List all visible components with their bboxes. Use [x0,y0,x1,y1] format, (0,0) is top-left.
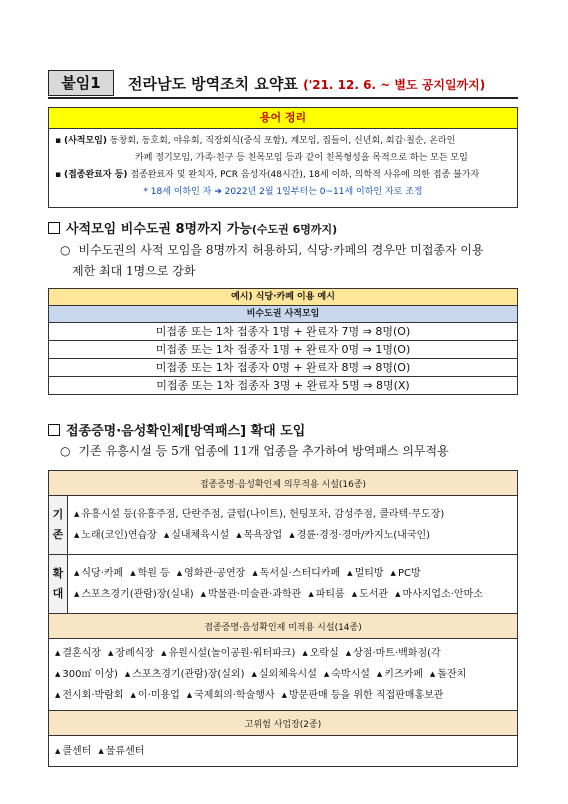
facility-label: 파티룸 [315,589,345,600]
facility-item [74,530,157,541]
triangle-bullet-icon: ▲ [308,590,314,598]
document-title [128,73,485,94]
triangle-bullet-icon: ▲ [376,670,383,678]
triangle-bullet-icon: ▲ [130,691,136,699]
term-bullet: ▪ [55,170,62,180]
facility-label: 방문판매 등을 위한 직접판매홍보관 [289,690,444,701]
facility-label: PC방 [397,568,421,579]
triangle-bullet-icon: ▲ [429,670,436,678]
facility-line [55,643,511,664]
term-private-def-1: 동창회, 동호회, 야유회, 직장회식(중식 포함), 계모임, 집들이, 신년회, 회갑·칠순, 온라인 [109,136,456,146]
facility-label: 학원 등 [137,568,170,579]
facility-item [282,690,444,701]
checkbox-square-icon [48,222,60,234]
facility-item [377,669,423,680]
facility-label: 유원시설(놀이공원·워터파크) [168,648,296,659]
facility-label: 멀티방 [354,568,384,579]
facility-item [201,589,302,600]
triangle-bullet-icon: ▲ [74,531,80,539]
terms-note: * 18세 이하인 자 ➜ 2022년 2월 1일부터는 0~11세 이하인 자로 조정 [143,187,423,197]
terms-box [48,107,518,208]
example-row: 미접종 또는 1차 접종자 1명 + 완료자 7명 ⇒ 8명(O) [49,323,518,341]
facility-item [55,746,91,757]
triangle-bullet-icon: ▲ [176,569,183,577]
checkbox-square-icon [48,424,60,436]
triangle-bullet-icon: ▲ [74,569,80,577]
triangle-bullet-icon: ▲ [98,746,104,755]
applied-facilities-heading: 접종증명·음성확인제 의무적용 시설(16종) [49,471,518,496]
high-risk-heading: 고위험 사업장(2종) [49,711,518,736]
facility-item [74,509,444,520]
term-vacc-row [55,167,511,184]
facility-label: 마사지업소·안마소 [402,589,483,600]
paragraph-line: 기존 유흥시설 등 5개 업종에 11개 업종을 추가하여 방역패스 의무적용 [78,444,449,458]
facility-item [187,690,275,701]
facility-label: 박물관·미술관·과학관 [208,589,302,600]
facility-label: 경륜·경정·경마/카지노(내국인) [296,530,431,541]
facility-label: 상점·마트·백화점(각 [353,648,441,659]
section-vaccine-pass-paragraph [60,441,522,462]
facility-item [125,669,245,680]
facility-item [308,589,344,600]
facility-label: 돌잔치 [437,669,467,680]
section-private-gathering-paragraph [60,240,522,282]
example-table-heading: 예시) 식당·카페 이용 예시 [49,289,518,306]
document-title-main: 전라남도 방역조치 요약표 [128,75,298,93]
facility-label: 유흥시설 등(유흥주점, 단란주점, 클럽(나이트), 헌팅포차, 감성주점, 콜라텍·무도장) [81,509,445,520]
section-vaccine-pass-heading [48,420,305,439]
triangle-bullet-icon: ▲ [55,691,61,699]
triangle-bullet-icon: ▲ [161,649,167,657]
triangle-bullet-icon: ▲ [390,569,396,577]
triangle-bullet-icon: ▲ [302,649,308,657]
facility-label: 키즈카페 [384,669,423,680]
facility-item [430,669,466,680]
facility-label: 실내체육시설 [171,530,230,541]
term-private-def-2: 카페 정기모임, 가족·친구 등 친목모임 등과 같이 친목형성을 목적으로 하는 모든 모임 [135,153,468,163]
triangle-bullet-icon: ▲ [74,590,80,598]
facility-label: 영화관·공연장 [184,568,246,579]
facility-label: 300㎡ 이상) [62,669,118,680]
triangle-bullet-icon: ▲ [200,590,206,598]
triangle-bullet-icon: ▲ [351,590,358,598]
facility-line [55,741,511,762]
section-private-gathering-heading [48,218,337,237]
facility-item [161,648,295,659]
facility-item [252,568,340,579]
facility-label: 물류센터 [105,745,145,757]
facility-label: 스포츠경기(관람)장(실외) [132,669,245,680]
triangle-bullet-icon: ▲ [108,649,114,657]
facility-label: 국제회의·학술행사 [194,690,275,701]
triangle-bullet-icon: ▲ [347,569,353,577]
facility-label: 콜센터 [62,745,92,757]
circle-bullet: ○ [60,243,71,257]
document-title-period: ('21. 12. 6. ~ 별도 공지일까지) [303,78,486,92]
facility-item [55,669,118,680]
facility-line [74,563,511,584]
expanded-label-char: 대 [52,587,64,600]
high-risk-cell [49,736,518,767]
appendix-label: 붙임1 [48,70,114,96]
facility-label: 노래(코인)연습장 [81,530,157,541]
facility-item [352,589,388,600]
exempt-facilities-cell [49,639,518,711]
facility-item [395,589,483,600]
facility-item [108,648,154,659]
facility-item [131,690,180,701]
term-private-row [55,133,511,150]
triangle-bullet-icon: ▲ [323,670,330,678]
example-row: 미접종 또는 1차 접종자 3명 + 완료자 5명 ⇒ 8명(X) [49,377,518,395]
triangle-bullet-icon: ▲ [74,510,80,518]
example-table [48,288,518,395]
facility-item [74,568,123,579]
facility-label: 숙박시설 [331,669,370,680]
expanded-facilities-cell [68,555,518,614]
facility-label: 스포츠경기(관람)장(실내) [81,589,194,600]
expanded-label [49,555,68,614]
triangle-bullet-icon: ▲ [289,531,295,539]
section-heading-text: 접종증명·음성확인제[방역패스] 확대 도입 [66,424,306,439]
example-row: 미접종 또는 1차 접종자 0명 + 완료자 8명 ⇒ 8명(O) [49,359,518,377]
expanded-label-char: 확 [52,567,64,580]
facility-line [74,584,511,605]
terms-heading: 용어 정리 [49,108,517,129]
triangle-bullet-icon: ▲ [252,569,258,577]
triangle-bullet-icon: ▲ [55,649,61,657]
facility-label: 오락실 [309,648,339,659]
section-heading-sub: (수도권 6명까지) [251,223,338,236]
facility-item [55,690,124,701]
facility-label: 이·미용업 [137,690,180,701]
term-vacc-label: (접종완료자 등) [63,170,128,180]
facility-item [177,568,246,579]
facility-item [324,669,370,680]
facility-item [302,648,338,659]
triangle-bullet-icon: ▲ [395,590,401,598]
facility-line [55,685,511,706]
facility-label: 독서실·스터디카페 [259,568,341,579]
facility-item [98,746,144,757]
facility-item [74,589,194,600]
example-table-subheading: 비수도권 사적모임 [49,306,518,323]
triangle-bullet-icon: ▲ [55,746,61,755]
triangle-bullet-icon: ▲ [281,691,287,699]
facility-label: 목욕장업 [243,530,283,541]
facility-item [252,669,317,680]
facility-item [391,568,421,579]
facility-item [130,568,170,579]
existing-facilities-cell [68,496,518,555]
facility-item [55,648,101,659]
exempt-facilities-heading: 접종증명·음성확인제 미적용 시설(14종) [49,614,518,639]
triangle-bullet-icon: ▲ [163,531,170,539]
facility-item [346,648,441,659]
example-row: 미접종 또는 1차 접종자 1명 + 완료자 0명 ⇒ 1명(O) [49,341,518,359]
triangle-bullet-icon: ▲ [186,691,193,699]
circle-bullet: ○ [60,444,71,458]
facility-label: 도서관 [359,589,389,600]
triangle-bullet-icon: ▲ [345,649,352,657]
term-private-label: (사적모임) [63,136,107,146]
title-row [48,70,518,98]
vaccine-pass-table [48,470,518,767]
triangle-bullet-icon: ▲ [55,670,61,678]
existing-label-char: 기 [52,508,64,521]
existing-label [49,496,68,555]
facility-label: 실외체육시설 [258,669,317,680]
facility-line [74,525,511,546]
triangle-bullet-icon: ▲ [124,670,131,678]
triangle-bullet-icon: ▲ [251,670,257,678]
title-underline [48,97,518,99]
facility-label: 전시회·박람회 [62,690,124,701]
terms-body [49,129,517,201]
facility-line [55,664,511,685]
facility-item [347,568,383,579]
paragraph-line-1: 비수도권의 사적 모임을 8명까지 허용하되, 식당·카페의 경우만 미접종자 이용 [78,243,484,257]
section-heading-text: 사적모임 비수도권 8명까지 가능 [66,222,252,237]
facility-item [289,530,430,541]
facility-item [236,530,282,541]
facility-item [164,530,229,541]
facility-label: 결혼식장 [62,648,102,659]
facility-label: 장례식장 [115,648,155,659]
term-vacc-def: 접종완료자 및 완치자, PCR 음성자(48시간), 18세 이하, 의학적 사유에 의한 접종 불가자 [130,170,480,180]
existing-label-char: 존 [52,528,64,541]
triangle-bullet-icon: ▲ [130,569,136,577]
term-bullet: ▪ [55,136,62,146]
triangle-bullet-icon: ▲ [236,531,242,539]
facility-label: 식당·카페 [81,568,124,579]
facility-line [74,504,511,525]
paragraph-line-2: 제한 최대 1명으로 강화 [72,264,196,278]
